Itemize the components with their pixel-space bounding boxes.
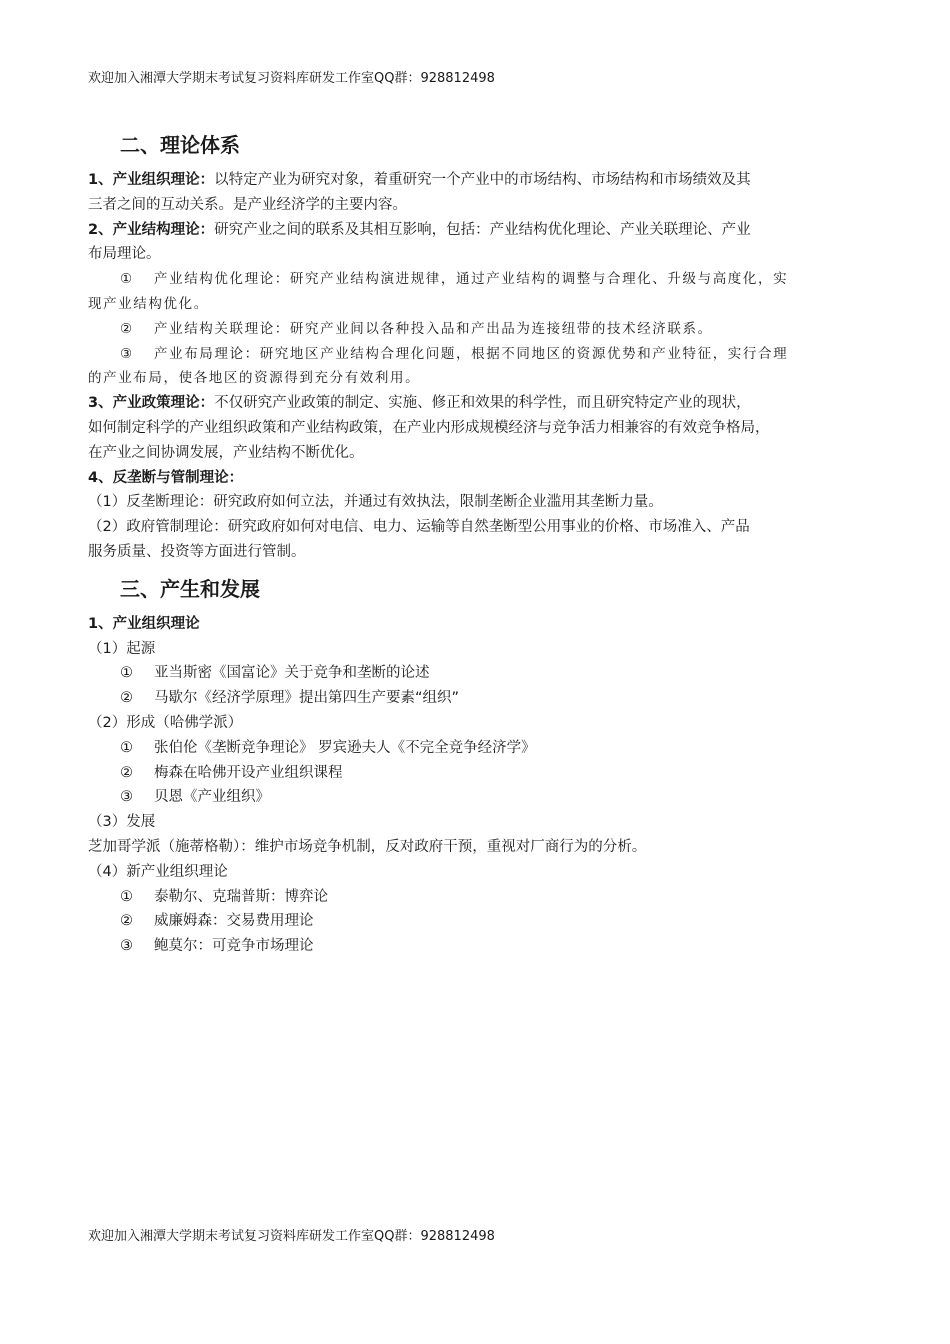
list-item <box>88 686 878 711</box>
item-text: 鲍莫尔：可竞争市场理论 <box>154 938 314 955</box>
item-text: 现产业结构优化。 <box>88 295 209 312</box>
item-text: 梅森在哈佛开设产业组织课程 <box>154 764 343 781</box>
document-body <box>88 130 878 959</box>
paragraph-industrial-structure <box>88 218 878 268</box>
list-item <box>88 736 878 761</box>
section-heading-origin-development: 三、产生和发展 <box>120 576 260 601</box>
paragraph-antitrust-theory: （1）反垄断理论：研究政府如何立法，并通过有效执法，限制垄断企业滥用其垄断力量。 <box>88 494 663 511</box>
origin-label: （1）起源 <box>88 640 156 657</box>
paragraph-text: 研究产业之间的联系及其相互影响，包括：产业结构优化理论、产业关联理论、产业 <box>214 221 751 238</box>
paragraph-text: （2）政府管制理论：研究政府如何对电信、电力、运输等自然垄断型公用事业的价格、市场准入、产品 <box>88 519 750 536</box>
item-number: ② <box>120 690 133 707</box>
list-item <box>88 909 878 934</box>
paragraph-text: 服务质量、投资等方面进行管制。 <box>88 543 306 560</box>
item-text: 产业结构优化理论：研究产业结构演进规律，通过产业结构的调整与合理化、升级与高度化，实 <box>154 271 789 288</box>
term-label: 1、产业组织理论： <box>88 172 215 188</box>
paragraph-text: 布局理论。 <box>88 246 161 263</box>
paragraph-text: 以特定产业为研究对象，着重研究一个产业中的市场结构、市场结构和市场绩效及其 <box>214 172 751 188</box>
list-item <box>88 885 878 910</box>
subsection-title <box>88 612 878 637</box>
item-text: 贝恩《产业组织》 <box>154 789 270 806</box>
item-text: 亚当斯密《国富论》关于竞争和垄断的论述 <box>154 665 430 682</box>
formation-label: （2）形成（哈佛学派） <box>88 714 243 731</box>
item-number: ② <box>120 764 133 781</box>
list-item <box>88 661 878 686</box>
page-footer: 欢迎加入湘潭大学期末考试复习资料库研发工作室QQ群：928812498 <box>88 1229 495 1244</box>
subsection-title-text: 1、产业组织理论 <box>88 615 200 632</box>
item-number: ③ <box>120 938 133 955</box>
term-label: 2、产业结构理论： <box>88 221 215 238</box>
item-number: ② <box>120 320 133 337</box>
paragraph-text: 不仅研究产业政策的制定、实施、修正和效果的科学性，而且研究特定产业的现状， <box>214 395 751 412</box>
item-number: ① <box>120 739 133 756</box>
list-item <box>88 785 878 810</box>
paragraph-industrial-organization <box>88 168 878 218</box>
sub-item-structure-linkage <box>88 317 878 342</box>
paragraph-antitrust-regulation <box>88 466 878 491</box>
item-text: 泰勒尔、克瑞普斯：博弈论 <box>154 888 328 905</box>
item-text: 威廉姆森：交易费用理论 <box>154 913 314 930</box>
term-label: 4、反垄断与管制理论： <box>88 469 244 486</box>
item-text: 张伯伦《垄断竞争理论》 罗宾逊夫人《不完全竞争经济学》 <box>154 739 536 756</box>
paragraph-text: 如何制定科学的产业组织政策和产业结构政策，在产业内形成规模经济与竞争活力相兼容的有效竞争格局， <box>88 419 770 436</box>
paragraph-industrial-policy <box>88 391 878 465</box>
item-number: ① <box>120 888 133 905</box>
item-text: 马歇尔《经济学原理》提出第四生产要素“组织” <box>154 690 460 707</box>
item-number: ② <box>120 913 133 930</box>
sub-item-structure-optimization <box>88 267 878 317</box>
item-text: 产业布局理论：研究地区产业结构合理化问题，根据不同地区的资源优势和产业特征，实行合理 <box>154 345 789 362</box>
item-text: 产业结构关联理论：研究产业间以各种投入品和产出品为连接纽带的技术经济联系。 <box>154 320 713 337</box>
list-item <box>88 934 878 959</box>
development-label: （3）发展 <box>88 814 156 831</box>
item-number: ① <box>120 271 133 288</box>
list-item <box>88 761 878 786</box>
item-number: ① <box>120 665 133 682</box>
page-header: 欢迎加入湘潭大学期末考试复习资料库研发工作室QQ群：928812498 <box>88 71 495 86</box>
paragraph-regulation-theory <box>88 515 878 565</box>
paragraph-text: 在产业之间协调发展，产业结构不断优化。 <box>88 444 364 461</box>
item-text: 的产业布局，使各地区的资源得到充分有效利用。 <box>88 370 421 387</box>
new-theory-label: （4）新产业组织理论 <box>88 863 228 880</box>
term-label: 3、产业政策理论： <box>88 395 215 412</box>
item-number: ③ <box>120 345 133 362</box>
section-heading-theory-system: 二、理论体系 <box>120 133 240 157</box>
sub-item-industrial-layout <box>88 342 878 392</box>
paragraph-text: 三者之间的互动关系。是产业经济学的主要内容。 <box>88 196 407 213</box>
item-number: ③ <box>120 789 133 806</box>
development-text: 芝加哥学派（施蒂格勒）：维护市场竞争机制，反对政府干预，重视对厂商行为的分析。 <box>88 838 647 855</box>
